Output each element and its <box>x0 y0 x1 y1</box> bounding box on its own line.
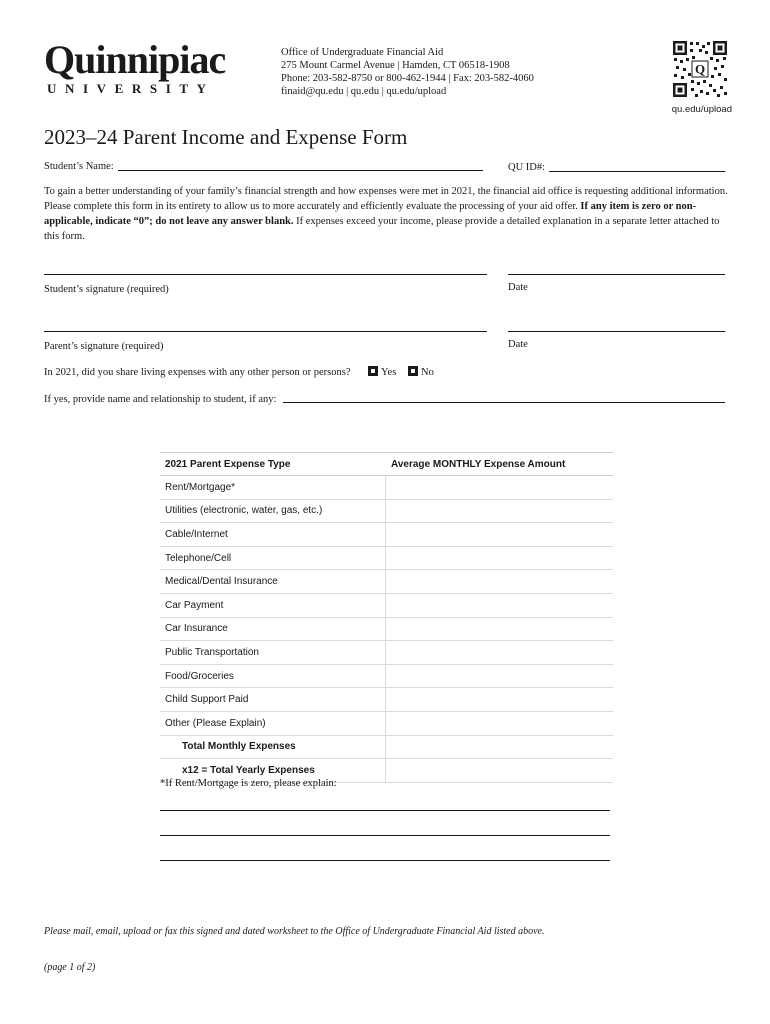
parent-date-field[interactable] <box>508 331 725 332</box>
amount-input-cell[interactable] <box>386 547 613 570</box>
column-header-expense-type: 2021 Parent Expense Type <box>165 458 291 470</box>
table-row <box>160 476 613 500</box>
yes-label: Yes <box>381 367 397 378</box>
intro-bold-text: If any item is zero or non-applicable, indicate “0”; do not leave any answer blank. <box>44 201 697 227</box>
office-line: finaid@qu.edu | qu.edu | qu.edu/upload <box>281 86 447 97</box>
table-row <box>160 618 613 642</box>
expense-type-cell: Public Transportation <box>160 641 386 664</box>
amount-input-cell[interactable] <box>386 712 613 735</box>
expense-type-cell: Rent/Mortgage* <box>160 476 386 499</box>
total-monthly-label: Total Monthly Expenses <box>160 736 386 759</box>
student-signature-label: Student’s signature (required) <box>44 284 169 295</box>
expense-type-cell: Car Payment <box>160 594 386 617</box>
if-yes-label: If yes, provide name and relationship to student, if any: <box>44 394 277 405</box>
table-row <box>160 641 613 665</box>
table-row <box>160 523 613 547</box>
student-name-label: Student’s Name: <box>44 161 114 172</box>
explanation-line[interactable] <box>160 835 610 836</box>
qu-id-field[interactable] <box>549 171 725 172</box>
qu-id-label: QU ID#: <box>508 162 546 173</box>
explanation-line[interactable] <box>160 860 610 861</box>
university-logo-name: Quinnipiac <box>44 37 226 82</box>
no-option[interactable] <box>408 366 434 379</box>
student-date-field[interactable] <box>508 274 725 275</box>
yes-option[interactable] <box>368 366 396 379</box>
expense-type-cell: Food/Groceries <box>160 665 386 688</box>
amount-input-cell[interactable] <box>386 570 613 593</box>
amount-input-cell[interactable] <box>386 476 613 499</box>
column-header-monthly-amount: Average MONTHLY Expense Amount <box>391 458 566 470</box>
expense-type-cell: Utilities (electronic, water, gas, etc.) <box>160 500 386 523</box>
expense-type-cell: Cable/Internet <box>160 523 386 546</box>
table-row <box>160 712 613 736</box>
expense-type-cell: Medical/Dental Insurance <box>160 570 386 593</box>
qr-center-letter: Q <box>694 61 706 77</box>
expense-table <box>160 452 613 783</box>
amount-input-cell[interactable] <box>386 618 613 641</box>
total-yearly-cell[interactable] <box>386 759 613 782</box>
parent-signature-field[interactable] <box>44 331 487 332</box>
table-total-row <box>160 736 613 760</box>
shared-expenses-question: In 2021, did you share living expenses with any other person or persons? <box>44 367 351 378</box>
amount-input-cell[interactable] <box>386 523 613 546</box>
intro-paragraph <box>44 184 728 244</box>
intro-text-end: If expenses exceed your income, please provide a detailed explanation in a separate letter attached to this form. <box>44 216 720 242</box>
amount-input-cell[interactable] <box>386 665 613 688</box>
table-row <box>160 547 613 571</box>
total-yearly-label: x12 = Total Yearly Expenses <box>160 759 386 782</box>
rent-zero-note: *If Rent/Mortgage is zero, please explain: <box>160 778 337 789</box>
page-number: (page 1 of 2) <box>44 962 96 973</box>
table-row <box>160 594 613 618</box>
intro-text: To gain a better understanding of your family’s financial strength and how expenses were met in 2021, the financial aid office is requesting additional information. Please complete this form in its entirety to allow us to more accurately and efficiently evaluate the processing of your aid offer. <box>44 186 728 212</box>
table-row <box>160 570 613 594</box>
table-row <box>160 688 613 712</box>
no-checkbox[interactable] <box>408 366 418 376</box>
student-name-field[interactable] <box>118 170 483 171</box>
mailing-instructions: Please mail, email, upload or fax this signed and dated worksheet to the Office of Undergraduate Financial Aid listed above. <box>44 926 545 937</box>
expense-type-cell: Car Insurance <box>160 618 386 641</box>
office-contact-block <box>281 46 534 98</box>
table-row <box>160 500 613 524</box>
expense-type-cell: Child Support Paid <box>160 688 386 711</box>
relationship-field[interactable] <box>283 402 725 403</box>
expense-type-cell: Telephone/Cell <box>160 547 386 570</box>
student-signature-field[interactable] <box>44 274 487 275</box>
office-line: Phone: 203-582-8750 or 800-462-1944 | Fax: 203-582-4060 <box>281 73 534 84</box>
student-date-label: Date <box>508 282 528 293</box>
expense-type-cell: Other (Please Explain) <box>160 712 386 735</box>
total-monthly-cell[interactable] <box>386 736 613 759</box>
office-line: Office of Undergraduate Financial Aid <box>281 47 444 58</box>
university-logo-sub: UNIVERSITY <box>47 81 215 96</box>
table-row <box>160 665 613 689</box>
table-header-row <box>160 452 613 476</box>
parent-signature-label: Parent’s signature (required) <box>44 341 164 352</box>
yes-checkbox[interactable] <box>368 366 378 376</box>
amount-input-cell[interactable] <box>386 641 613 664</box>
parent-date-label: Date <box>508 339 528 350</box>
page-title: 2023–24 Parent Income and Expense Form <box>44 125 408 149</box>
amount-input-cell[interactable] <box>386 688 613 711</box>
no-label: No <box>421 367 434 378</box>
qr-caption: qu.edu/upload <box>671 104 732 115</box>
amount-input-cell[interactable] <box>386 500 613 523</box>
qr-code-icon <box>672 40 728 98</box>
explanation-line[interactable] <box>160 810 610 811</box>
amount-input-cell[interactable] <box>386 594 613 617</box>
office-line: 275 Mount Carmel Avenue | Hamden, CT 06518-1908 <box>281 60 510 71</box>
